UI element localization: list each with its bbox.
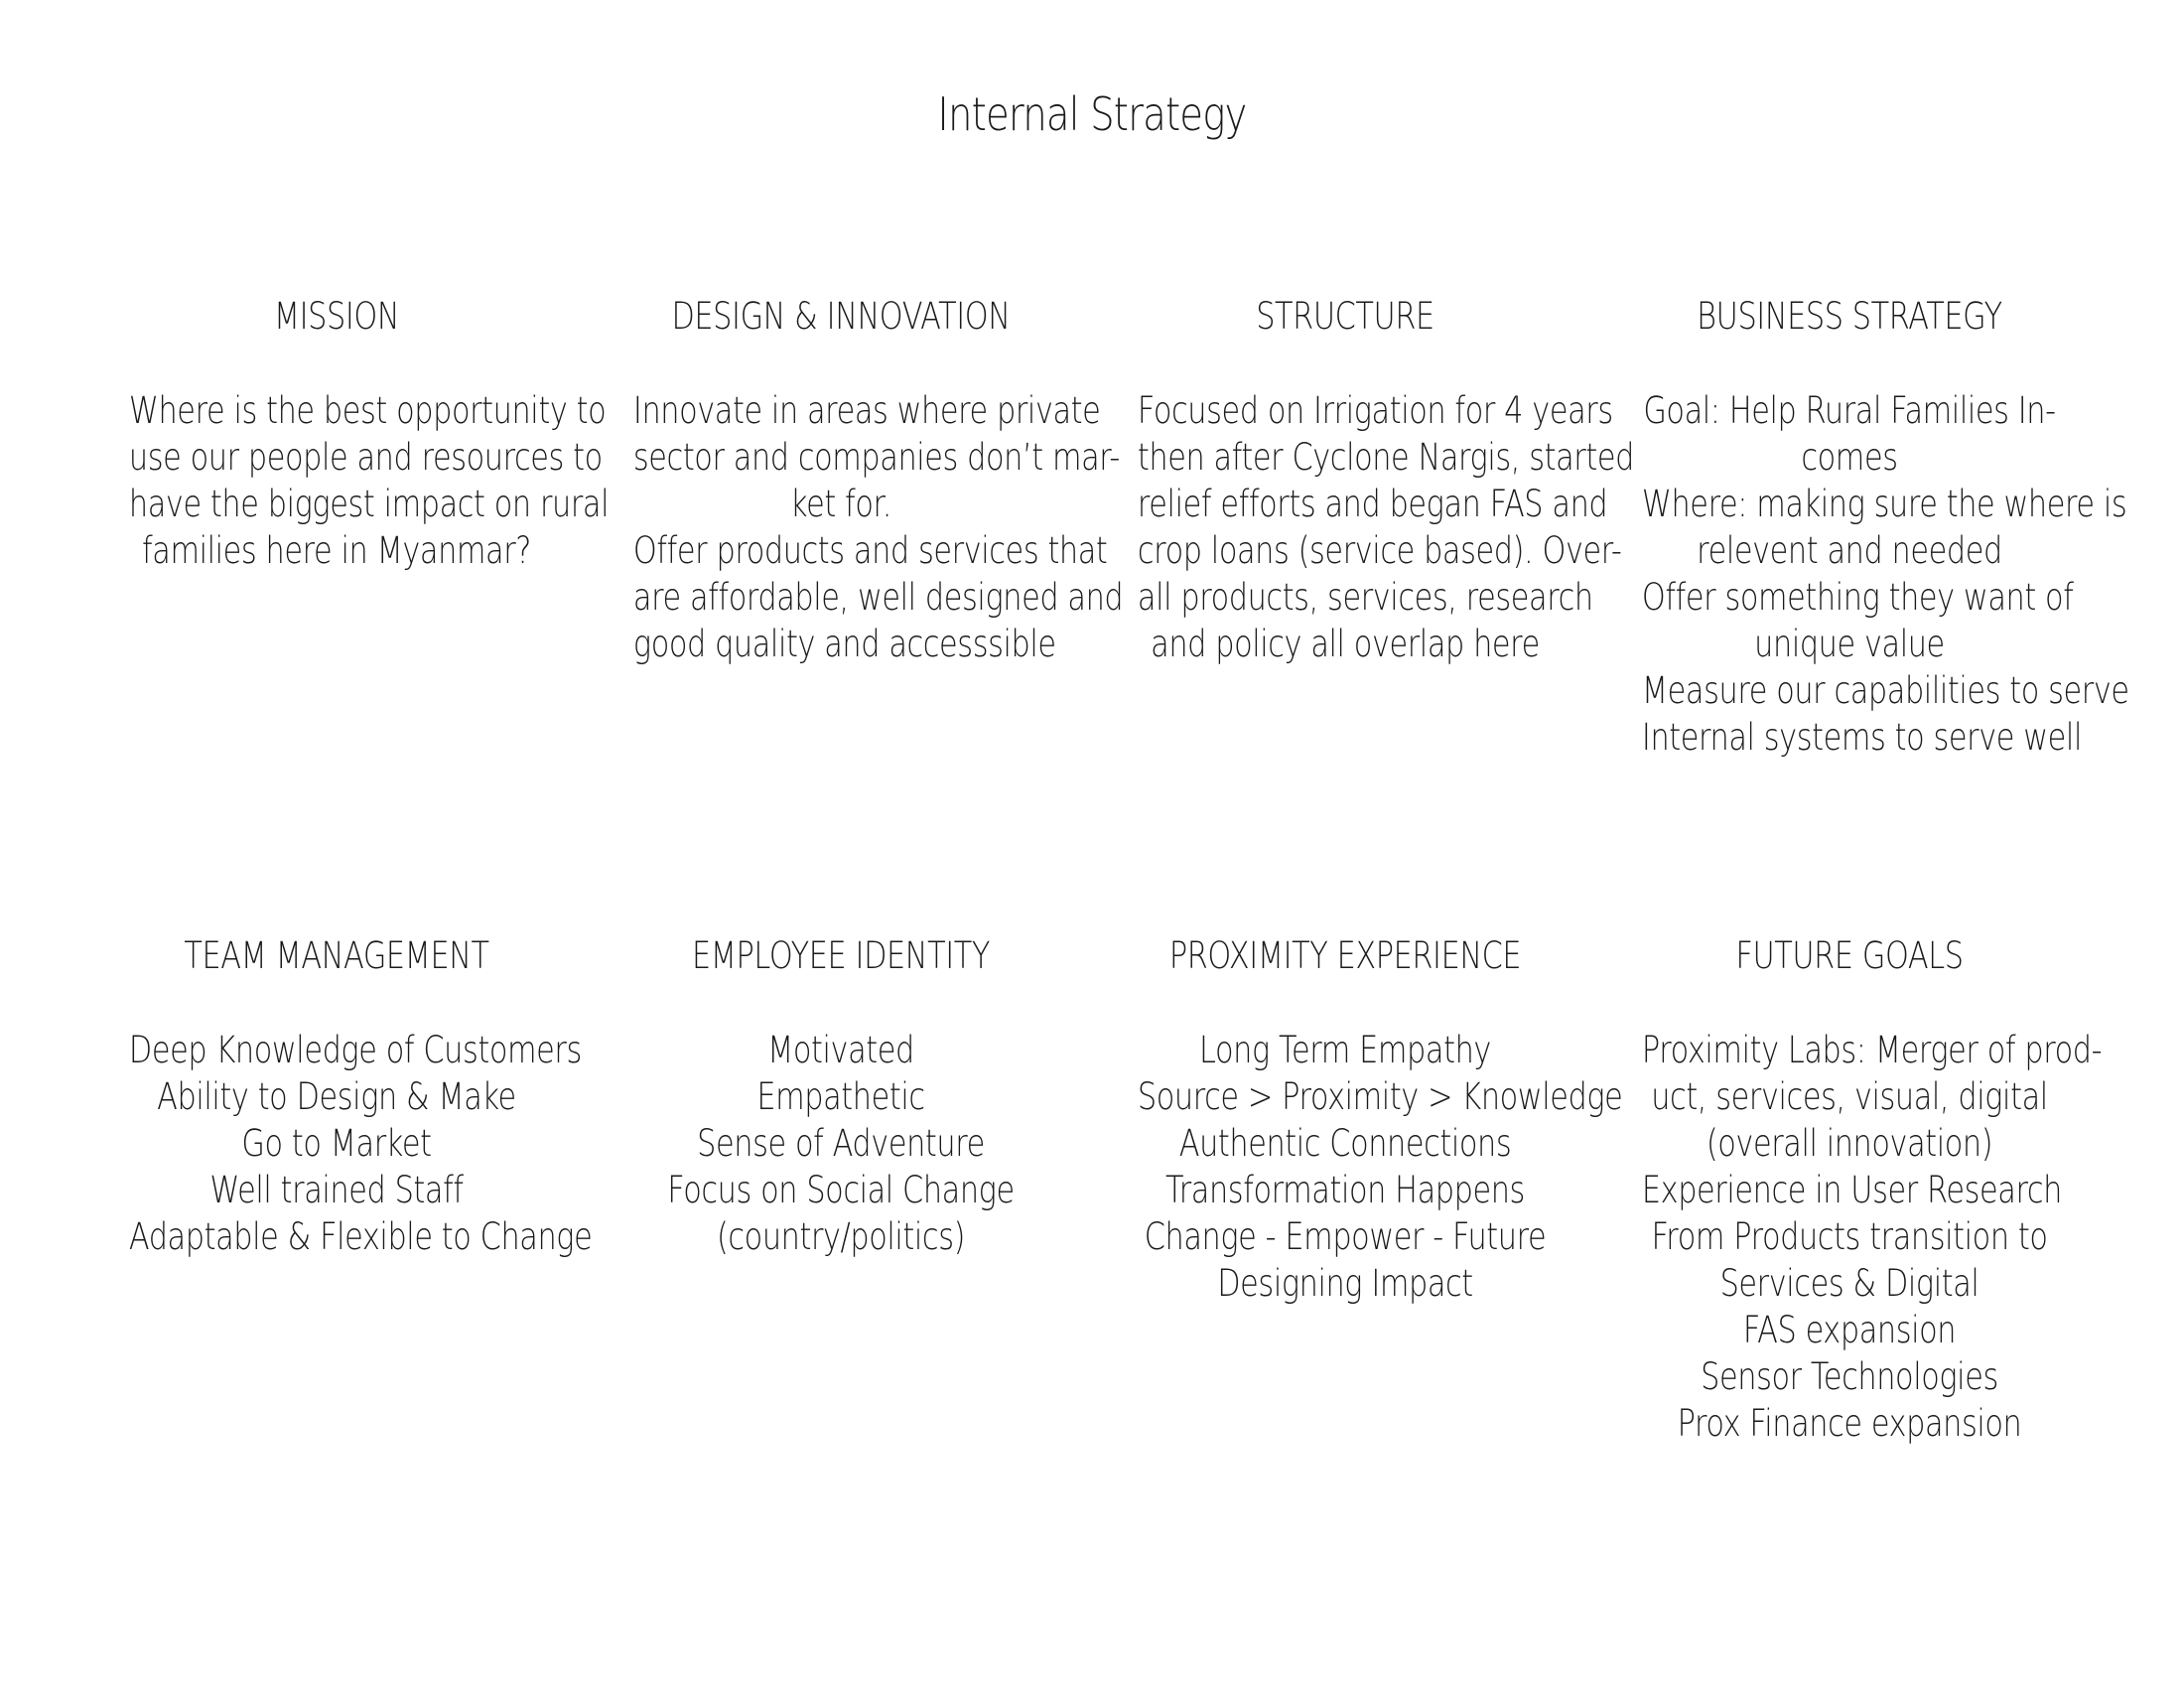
section-body <box>128 387 610 574</box>
section-heading: PROXIMITY EXPERIENCE <box>1168 934 1522 977</box>
section-line: Where is the best opportunity to <box>128 389 607 432</box>
section-line: Measure our capabilities to serve <box>1641 669 2129 712</box>
section-line: Focused on Irrigation for 4 years <box>1137 389 1613 432</box>
section-employee-identity-content <box>633 933 1048 1260</box>
section-line: and policy all overlap here <box>1151 623 1540 665</box>
section-business-strategy <box>1596 294 2129 761</box>
section-team-management-content <box>128 933 593 1260</box>
section-line: (country/politics) <box>716 1215 966 1258</box>
section-line: uct, services, visual, digital <box>1651 1075 2048 1118</box>
section-body <box>1641 387 2129 761</box>
section-line: crop loans (service based). Over- <box>1137 529 1622 572</box>
page-title: Internal Strategy <box>937 87 1247 141</box>
section-heading: DESIGN & INNOVATION <box>671 295 1011 338</box>
section-line: Goal: Help Rural Families In- <box>1643 389 2056 432</box>
section-line: Services & Digital <box>1719 1262 1979 1305</box>
section-line: good quality and accesssible <box>632 623 1056 665</box>
section-heading: FUTURE GOALS <box>1735 934 1964 977</box>
section-line: families here in Myanmar? <box>142 529 531 572</box>
section-line: Innovate in areas where private <box>632 389 1101 432</box>
section-line: Authentic Connections <box>1178 1122 1512 1165</box>
section-body <box>633 1027 1048 1260</box>
section-heading: TEAM MANAGEMENT <box>184 934 489 977</box>
section-line: Sensor Technologies <box>1701 1355 1998 1398</box>
section-line: (overall innovation) <box>1706 1122 1993 1165</box>
section-mission <box>83 294 610 574</box>
section-line: then after Cyclone Nargis, started <box>1137 436 1634 479</box>
section-design-innovation <box>588 294 1124 667</box>
section-heading: BUSINESS STRATEGY <box>1697 295 2002 338</box>
section-line: Prox Finance expansion <box>1677 1402 2022 1445</box>
section-line: Change - Empower - Future <box>1144 1215 1547 1258</box>
section-line: Adaptable & Flexible to Change <box>128 1215 593 1258</box>
section-heading: MISSION <box>273 295 400 338</box>
section-line: FAS expansion <box>1742 1309 1957 1351</box>
section-proximity-experience-content <box>1137 933 1623 1307</box>
section-line: Go to Market <box>241 1122 432 1165</box>
section-future-goals <box>1596 933 2103 1447</box>
section-line: Sense of Adventure <box>697 1122 985 1165</box>
section-line: Offer something they want of <box>1641 576 2074 619</box>
section-line: Empathetic <box>756 1075 925 1118</box>
section-line: Deep Knowledge of Customers <box>128 1029 582 1071</box>
section-line: unique value <box>1754 623 1945 665</box>
section-line: have the biggest impact on rural <box>128 483 610 525</box>
section-business-strategy-content <box>1641 294 2129 761</box>
section-design-innovation-content <box>632 294 1124 667</box>
section-mission-content <box>128 294 610 574</box>
section-line: Experience in User Research <box>1641 1169 2062 1211</box>
section-employee-identity <box>588 933 1094 1260</box>
section-line: sector and companies don’t mar- <box>632 436 1120 479</box>
section-body <box>1137 1027 1623 1307</box>
section-line: ket for. <box>789 483 891 525</box>
section-future-goals-content <box>1641 933 2103 1447</box>
section-line: Internal systems to serve well <box>1641 716 2082 759</box>
section-line: relevent and needed <box>1697 529 2002 572</box>
section-body <box>1641 1027 2103 1447</box>
section-line: all products, services, research <box>1137 576 1593 619</box>
section-line: Source > Proximity > Knowledge <box>1137 1075 1623 1118</box>
section-line: Where: making sure the where is <box>1641 483 2127 525</box>
strategy-row-bottom <box>0 933 2184 1569</box>
section-body <box>1137 387 1634 667</box>
section-line: Proximity Labs: Merger of prod- <box>1641 1029 2103 1071</box>
section-proximity-experience <box>1092 933 1623 1307</box>
section-line: Transformation Happens <box>1165 1169 1525 1211</box>
section-heading: EMPLOYEE IDENTITY <box>692 934 990 977</box>
section-line: Motivated <box>767 1029 914 1071</box>
section-line: Offer products and services that <box>632 529 1108 572</box>
section-team-management <box>83 933 593 1260</box>
section-structure <box>1092 294 1634 667</box>
section-body <box>128 1027 593 1260</box>
section-line: From Products transition to <box>1651 1215 2048 1258</box>
strategy-row-top <box>0 294 2184 929</box>
section-heading: STRUCTURE <box>1256 295 1434 338</box>
section-body <box>632 387 1124 667</box>
section-line: use our people and resources to <box>128 436 603 479</box>
section-line: Well trained Staff <box>209 1169 464 1211</box>
section-line: are affordable, well designed and <box>632 576 1124 619</box>
section-line: comes <box>1801 436 1898 479</box>
section-line: Ability to Design & Make <box>157 1075 516 1118</box>
section-line: Designing Impact <box>1217 1262 1473 1305</box>
section-line: Focus on Social Change <box>667 1169 1015 1211</box>
section-line: relief efforts and began FAS and <box>1137 483 1608 525</box>
section-structure-content <box>1137 294 1634 667</box>
section-line: Long Term Empathy <box>1199 1029 1491 1071</box>
